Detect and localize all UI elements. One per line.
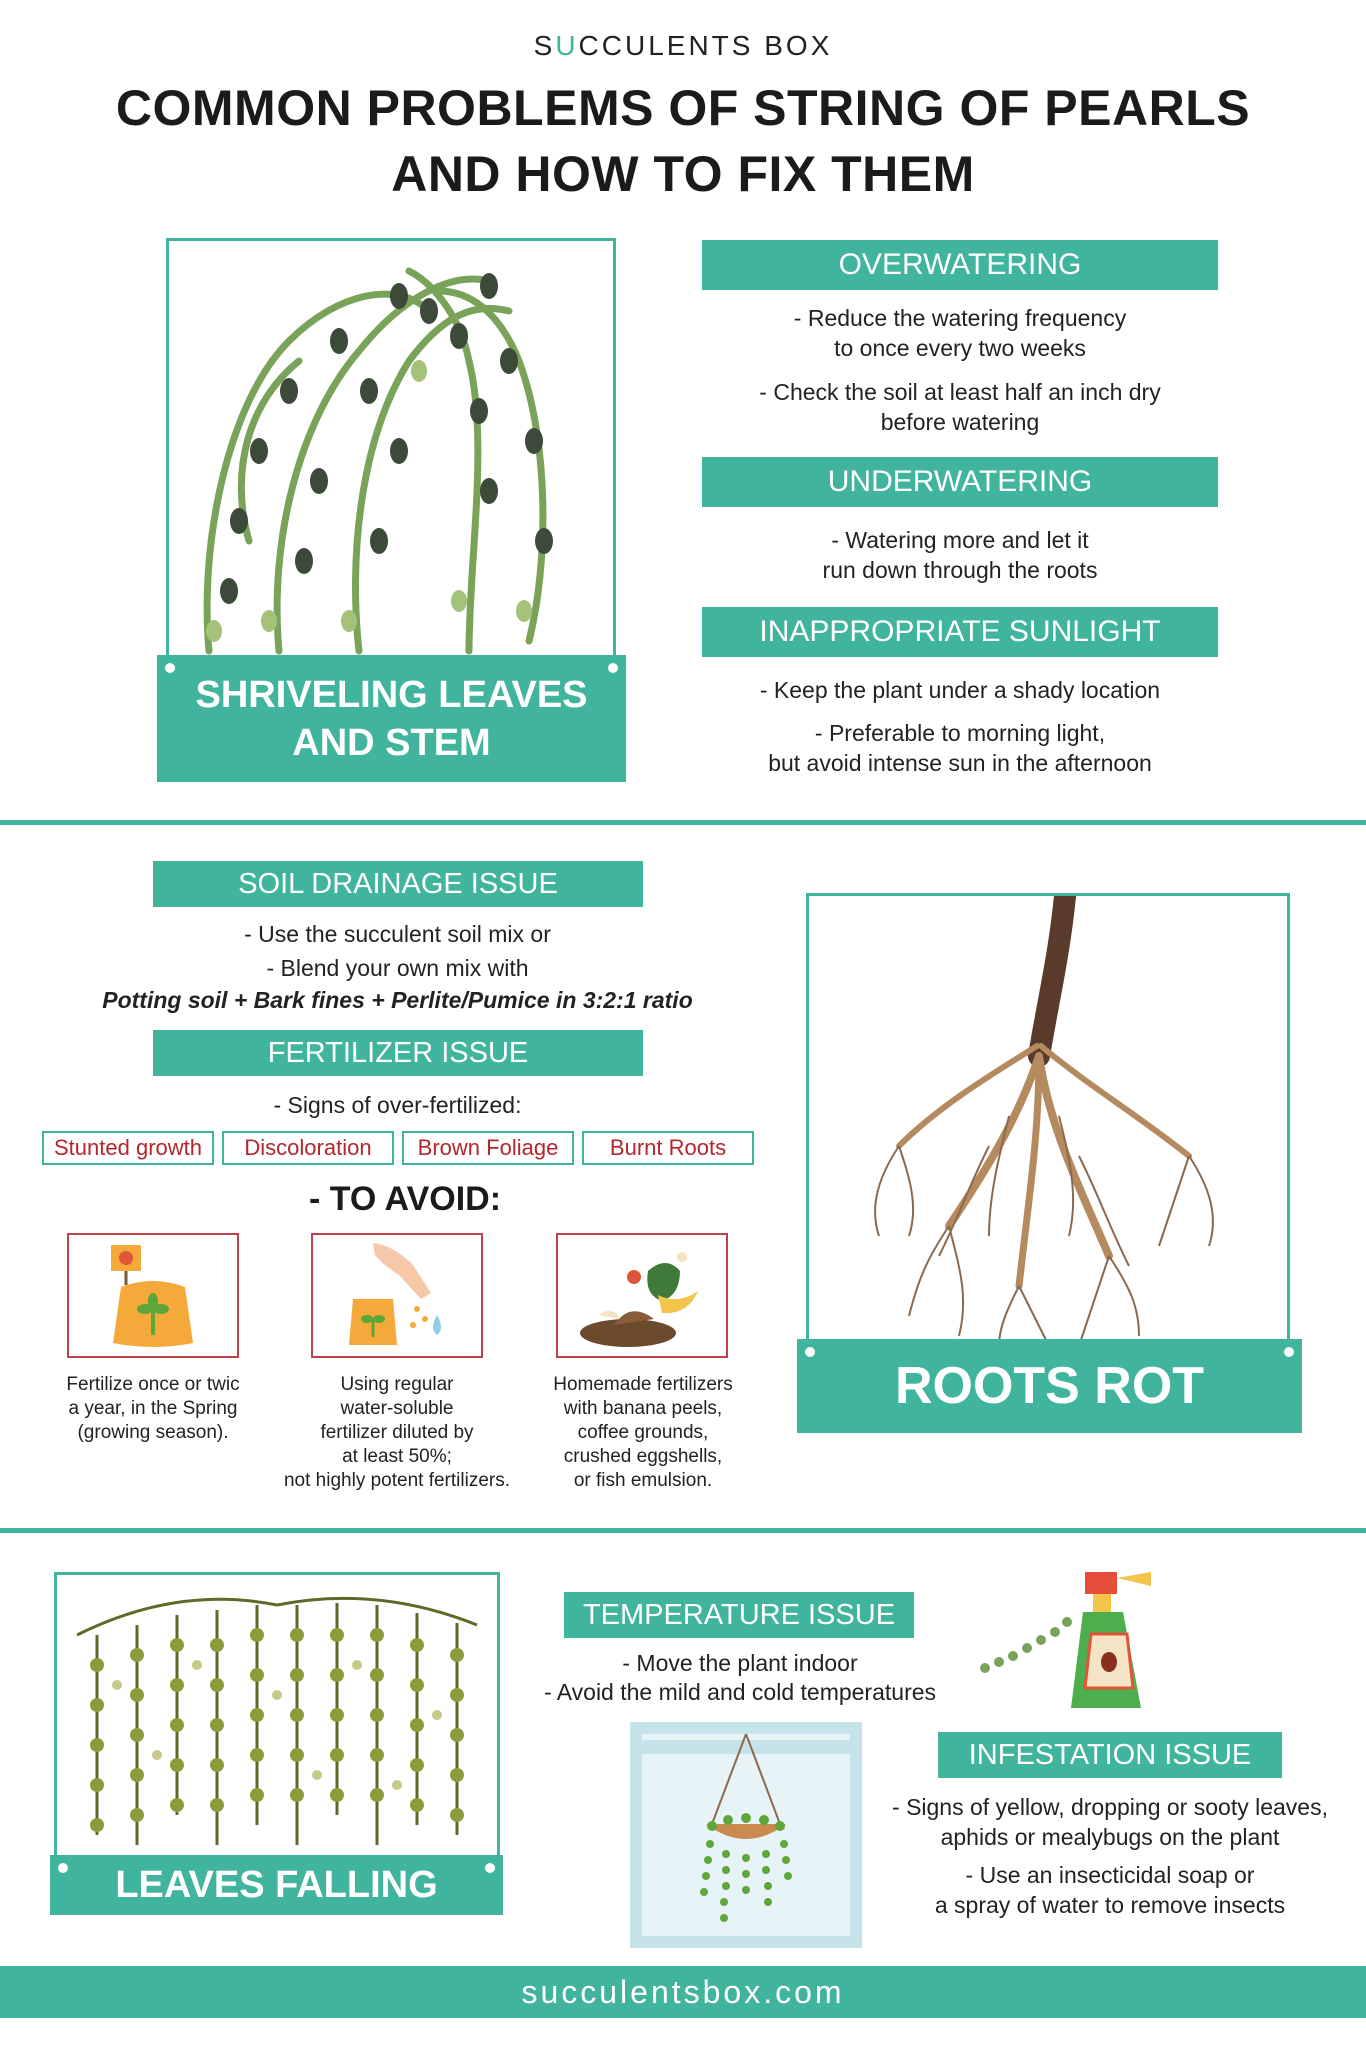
sunlight-header: INAPPROPRIATE SUNLIGHT <box>702 607 1218 657</box>
sign-tag-discoloration: Discoloration <box>222 1131 394 1165</box>
compost-icon <box>558 1235 726 1356</box>
overwatering-tip-1-line-1: - Reduce the watering frequency <box>793 305 1127 331</box>
item-0-line-2: a year, in the Spring <box>68 1398 238 1419</box>
item-2-line-3: coffee grounds, <box>577 1422 709 1443</box>
banner-pin-left <box>165 663 175 673</box>
roots-rot-banner-label: ROOTS ROT <box>894 1357 1205 1415</box>
sign-tag-stunted: Stunted growth <box>42 1131 214 1165</box>
sign-tag-burnt-roots: Burnt Roots <box>582 1131 754 1165</box>
item-1-line-1: Using regular <box>340 1374 454 1395</box>
compost-box <box>556 1233 728 1358</box>
fertilizer-signs: - Signs of over-fertilized: <box>273 1092 522 1118</box>
insecticide-spray-icon <box>975 1558 1205 1723</box>
soil-tip-1: - Use the succulent soil mix or <box>244 921 551 947</box>
sunlight-tip-1: - Keep the plant under a shady location <box>759 677 1161 703</box>
underwatering-tip-line-1: - Watering more and let it <box>831 527 1089 553</box>
brand-prefix: S <box>533 30 556 61</box>
sunlight-tip-2-line-2: but avoid intense sun in the afternoon <box>768 750 1152 776</box>
item-2-line-1: Homemade fertilizers <box>553 1374 733 1395</box>
infestation-tip-2-line-2: a spray of water to remove insects <box>934 1892 1286 1918</box>
overwatering-tip-2-line-1: - Check the soil at least half an inch dry <box>759 379 1161 405</box>
fertilizer-header: FERTILIZER ISSUE <box>153 1030 643 1076</box>
soil-recipe: Potting soil + Bark fines + Perlite/Pumice in 3:2:1 ratio <box>102 987 693 1013</box>
item-2-line-4: crushed eggshells, <box>563 1446 723 1467</box>
roots-illustration <box>809 896 1287 1355</box>
leaves-falling-frame <box>54 1572 500 1874</box>
infestation-tip-1-line-1: - Signs of yellow, dropping or sooty leaves, <box>892 1794 1328 1820</box>
item-2-line-5: or fish emulsion. <box>573 1470 713 1491</box>
item-1-line-5: not highly potent fertilizers. <box>283 1470 510 1491</box>
spray-illustration <box>975 1558 1205 1723</box>
infestation-tip-1 <box>860 1792 1360 1852</box>
item-1-line-2: water-soluble <box>340 1398 454 1419</box>
banner-pin-right <box>485 1863 495 1873</box>
item-1-line-4: at least 50%; <box>342 1446 452 1467</box>
fertilize-once-text <box>40 1373 266 1445</box>
temperature-header: TEMPERATURE ISSUE <box>564 1592 914 1638</box>
infestation-tip-1-line-2: aphids or mealybugs on the plant <box>940 1824 1280 1850</box>
overwatering-tip-1 <box>700 303 1220 363</box>
overwatering-tip-1-line-2: to once every two weeks <box>834 335 1086 361</box>
banner-pin-right <box>608 663 618 673</box>
item-1-line-3: fertilizer diluted by <box>320 1422 474 1443</box>
section-divider-2 <box>0 1528 1366 1533</box>
roots-rot-banner <box>797 1339 1302 1433</box>
shriveling-banner-line-2: AND STEM <box>292 722 491 764</box>
leaves-falling-banner-label: LEAVES FALLING <box>115 1864 438 1906</box>
page-title <box>60 75 1306 207</box>
underwatering-tip <box>700 525 1220 585</box>
item-0-line-1: Fertilize once or twic <box>66 1374 240 1395</box>
brand-logo <box>0 30 1366 62</box>
fertilizer-bag-icon <box>69 1235 237 1356</box>
banner-pin-right <box>1284 1347 1294 1357</box>
title-line-1: COMMON PROBLEMS OF STRING OF PEARLS <box>115 80 1251 136</box>
infestation-header: INFESTATION ISSUE <box>938 1732 1282 1778</box>
underwatering-header: UNDERWATERING <box>702 457 1218 507</box>
shriveling-banner-line-1: SHRIVELING LEAVES <box>195 674 588 716</box>
water-soluble-box <box>311 1233 483 1358</box>
leaves-falling-illustration <box>57 1575 497 1871</box>
overwatering-tip-2 <box>700 377 1220 437</box>
footer-url[interactable]: succulentsbox.com <box>0 1966 1366 2018</box>
sign-tag-brown-foliage: Brown Foliage <box>402 1131 574 1165</box>
overwatering-tip-2-line-2: before watering <box>880 409 1040 435</box>
banner-pin-left <box>805 1347 815 1357</box>
temperature-tip-2: - Avoid the mild and cold temperatures <box>543 1679 937 1705</box>
temperature-tip-1: - Move the plant indoor <box>622 1650 858 1676</box>
soil-drainage-header: SOIL DRAINAGE ISSUE <box>153 861 643 907</box>
underwatering-tip-line-2: run down through the roots <box>822 557 1098 583</box>
section-divider-1 <box>0 820 1366 825</box>
window-illustration <box>630 1722 862 1948</box>
sunlight-tip-2-line-1: - Preferable to morning light, <box>814 720 1106 746</box>
to-avoid-heading: - TO AVOID: <box>308 1180 502 1218</box>
overwatering-header: OVERWATERING <box>702 240 1218 290</box>
homemade-text <box>530 1373 756 1493</box>
infestation-tip-2 <box>860 1860 1360 1920</box>
shriveling-plant-illustration <box>169 241 613 675</box>
brand-suffix: CCULENTS BOX <box>578 30 833 61</box>
item-2-line-2: with banana peels, <box>563 1398 723 1419</box>
title-line-2: AND HOW TO FIX THEM <box>391 146 975 202</box>
brand-accent: U <box>555 30 579 61</box>
item-0-line-3: (growing season). <box>77 1422 229 1443</box>
fertilizer-bag-box <box>67 1233 239 1358</box>
water-soluble-fertilizer-icon <box>313 1235 481 1356</box>
shriveling-plant-frame <box>166 238 616 678</box>
soil-tip-2: - Blend your own mix with <box>266 955 529 981</box>
banner-pin-left <box>58 1863 68 1873</box>
water-soluble-text <box>270 1373 524 1493</box>
shriveling-banner <box>157 655 626 782</box>
infestation-tip-2-line-1: - Use an insecticidal soap or <box>965 1862 1255 1888</box>
leaves-falling-banner <box>50 1855 503 1915</box>
sunlight-tip-2 <box>700 718 1220 778</box>
roots-frame <box>806 893 1290 1358</box>
footer-bottom-margin <box>0 2018 1366 2048</box>
hanging-plant-icon <box>642 1734 850 1936</box>
